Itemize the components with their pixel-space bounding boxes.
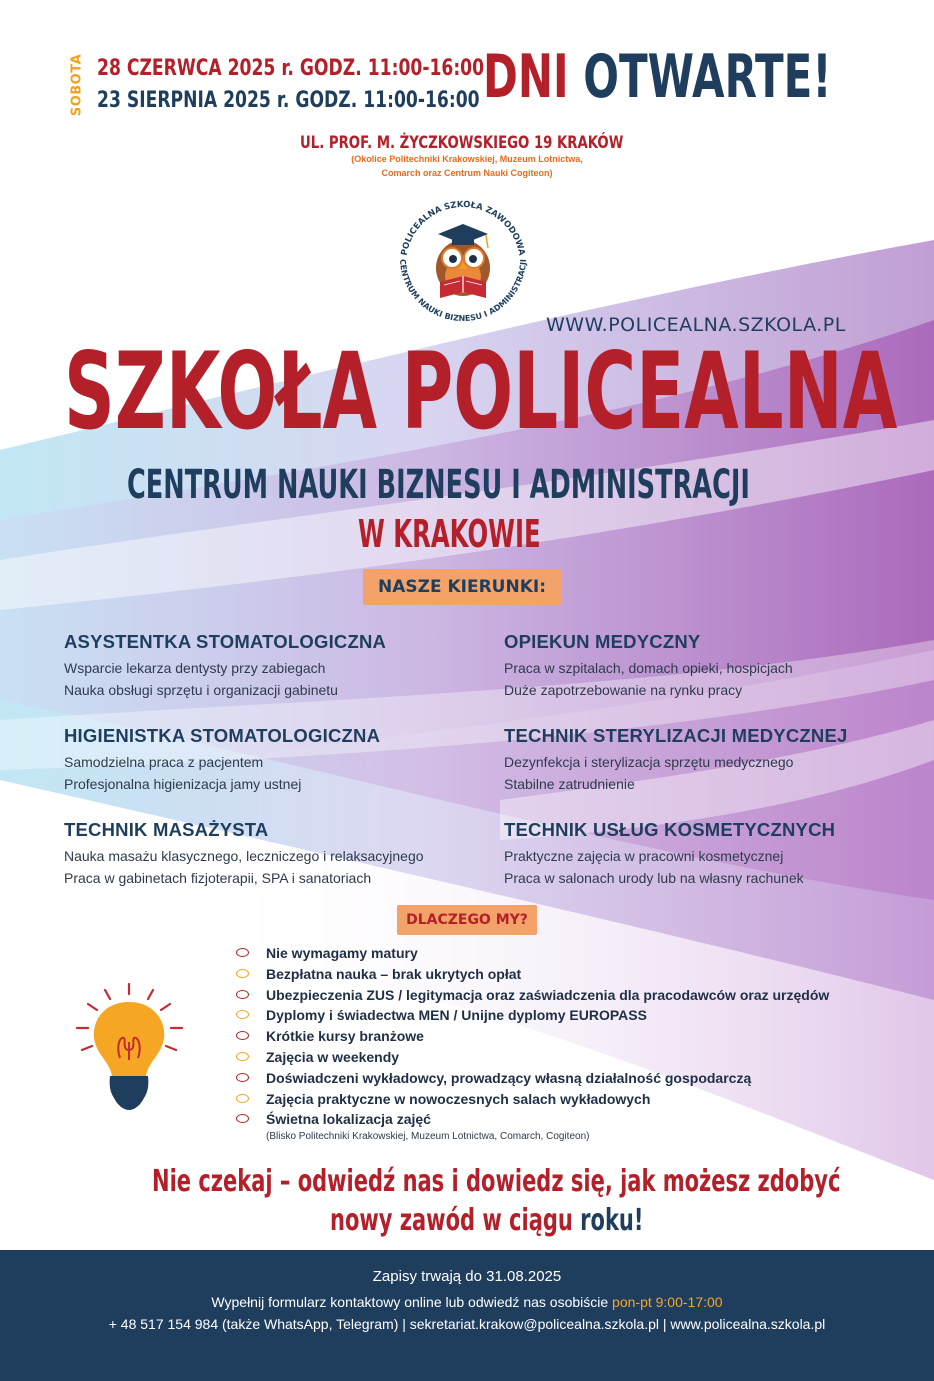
- event-date-2: 23 SIERPNIA 2025 r. GODZ. 11:00-16:00: [97, 88, 480, 113]
- main-title: SZKOŁA POLICEALNA: [64, 330, 898, 453]
- course-sterilization-technician: [504, 725, 914, 795]
- course-name: TECHNIK USŁUG KOSMETYCZNYCH: [504, 819, 836, 840]
- list-item: Nie wymagamy matury: [236, 943, 896, 964]
- location-note-2: Comarch oraz Centrum Nauki Cogiteon): [381, 168, 553, 178]
- footer: [0, 1250, 934, 1381]
- address: UL. PROF. M. ŻYCZKOWSKIEGO 19 KRAKÓW: [300, 133, 624, 153]
- course-desc-2: Stabilne zatrudnienie: [504, 776, 635, 792]
- bullet-icon: [236, 1114, 249, 1123]
- list-item: Doświadczeni wykładowcy, prowadzący własną działalność gospodarczą: [236, 1068, 896, 1089]
- cta-line-1: Nie czekaj – odwiedź nas i dowiedz się, jak możesz zdobyć: [152, 1164, 841, 1199]
- list-item: Bezpłatna nauka – brak ukrytych opłat: [236, 964, 896, 985]
- reasons-list: [236, 943, 896, 1142]
- course-desc-1: Praca w szpitalach, domach opieki, hospicjach: [504, 660, 793, 676]
- location-reason-note: (Blisko Politechniki Krakowskiej, Muzeum Lotnictwa, Comarch, Cogiteon): [266, 1131, 590, 1143]
- courses-label: NASZE KIERUNKI:: [363, 569, 561, 605]
- owl-with-book-icon: [436, 224, 490, 298]
- subtitle: CENTRUM NAUKI BIZNESU I ADMINISTRACJI: [127, 462, 750, 508]
- bullet-icon: [236, 1073, 249, 1082]
- bullet-icon: [236, 1010, 249, 1019]
- course-desc-2: Praca w salonach urody lub na własny rachunek: [504, 870, 804, 886]
- course-desc-2: Praca w gabinetach fizjoterapii, SPA i sanatoriach: [64, 870, 372, 886]
- office-hours: pon-pt 9:00-17:00: [612, 1294, 723, 1310]
- course-desc-1: Praktyczne zajęcia w pracowni kosmetycznej: [504, 848, 784, 864]
- course-cosmetic-technician: [504, 819, 914, 889]
- website-link[interactable]: WWW.POLICEALNA.SZKOLA.PL: [546, 314, 846, 336]
- course-desc-1: Nauka masażu klasycznego, leczniczego i relaksacyjnego: [64, 848, 424, 864]
- course-name: OPIEKUN MEDYCZNY: [504, 631, 701, 652]
- list-item: Zajęcia praktyczne w nowoczesnych salach wykładowych: [236, 1089, 896, 1110]
- bullet-icon: [236, 990, 249, 999]
- city-title: W KRAKOWIE: [358, 512, 541, 556]
- list-item: Świetna lokalizacja zajęć: [236, 1109, 896, 1130]
- school-logo: [388, 186, 538, 336]
- course-desc-1: Wsparcie lekarza dentysty przy zabiegach: [64, 660, 326, 676]
- course-medical-caregiver: [504, 631, 914, 701]
- course-name: TECHNIK STERYLIZACJI MEDYCZNEJ: [504, 725, 848, 746]
- course-massage-technician: [64, 819, 474, 889]
- list-item: Krótkie kursy branżowe: [236, 1026, 896, 1047]
- list-item: Zajęcia w weekendy: [236, 1047, 896, 1068]
- day-label: SOBOTA: [69, 53, 85, 117]
- course-name: HIGIENISTKA STOMATOLOGICZNA: [64, 725, 381, 746]
- bullet-icon: [236, 1094, 249, 1103]
- contact-instructions: Wypełnij formularz kontaktowy online lub odwiedź nas osobiście pon-pt 9:00-17:00: [211, 1294, 723, 1310]
- course-name: ASYSTENTKA STOMATOLOGICZNA: [64, 631, 387, 652]
- bullet-icon: [236, 969, 249, 978]
- location-note-1: (Okolice Politechniki Krakowskiej, Muzeum Lotnictwa,: [351, 154, 583, 164]
- course-dental-assistant: [64, 631, 474, 701]
- lightbulb-icon: [72, 980, 187, 1115]
- course-desc-2: Profesjonalna higienizacja jamy ustnej: [64, 776, 302, 792]
- contact-details[interactable]: + 48 517 154 984 (także WhatsApp, Telegram) | sekretariat.krakow@policealna.szkola.pl | www.policealna.szkola.pl: [108, 1316, 826, 1332]
- event-date-1: 28 CZERWCA 2025 r. GODZ. 11:00-16:00: [97, 56, 485, 81]
- bullet-icon: [236, 1052, 249, 1061]
- bullet-icon: [236, 948, 249, 957]
- cta-line-2: nowy zawód w ciągu roku!: [330, 1203, 644, 1238]
- course-desc-2: Nauka obsługi sprzętu i organizacji gabinetu: [64, 682, 338, 698]
- course-dental-hygienist: [64, 725, 474, 795]
- event-title: DNI OTWARTE!: [483, 42, 832, 112]
- why-us-label: DLACZEGO MY?: [397, 905, 537, 935]
- course-desc-1: Dezynfekcja i sterylizacja sprzętu medycznego: [504, 754, 794, 770]
- course-desc-2: Duże zapotrzebowanie na rynku pracy: [504, 682, 743, 698]
- course-desc-1: Samodzielna praca z pacjentem: [64, 754, 264, 770]
- list-item: Ubezpieczenia ZUS / legitymacja oraz zaświadczenia dla pracodawców oraz urzędów: [236, 985, 896, 1006]
- list-item: Dyplomy i świadectwa MEN / Unijne dyplomy EUROPASS: [236, 1005, 896, 1026]
- bullet-icon: [236, 1031, 249, 1040]
- svg-text:POLICEALNA SZKOŁA ZAWODOWA: POLICEALNA SZKOŁA ZAWODOWA: [399, 199, 527, 257]
- course-name: TECHNIK MASAŻYSTA: [64, 819, 269, 840]
- svg-text:CENTRUM NAUKI BIZNESU I ADMINI: CENTRUM NAUKI BIZNESU I ADMINISTRACJI: [397, 258, 529, 324]
- enrollment-deadline: Zapisy trwają do 31.08.2025: [372, 1268, 562, 1285]
